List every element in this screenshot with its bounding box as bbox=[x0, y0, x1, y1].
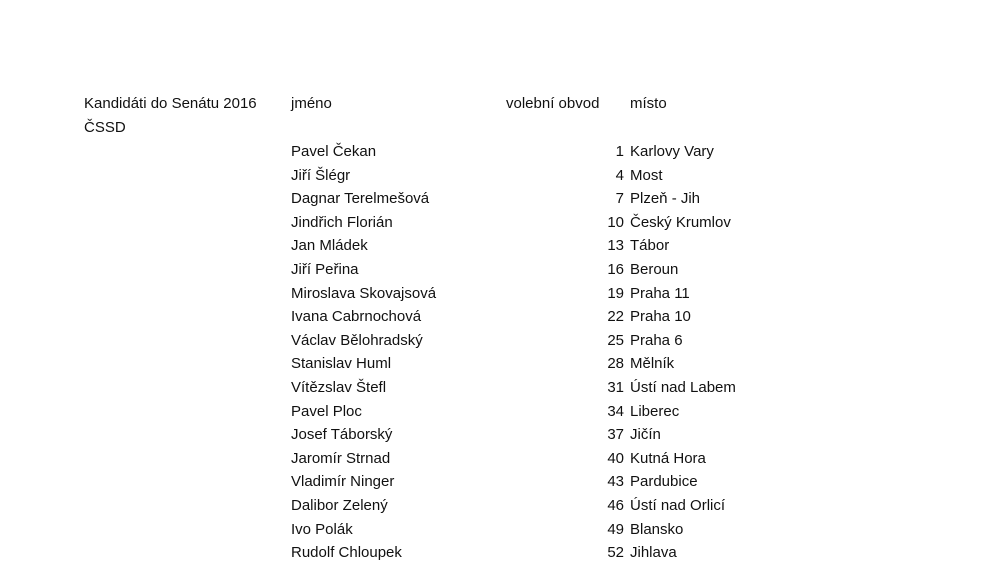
district-number: 19 bbox=[607, 284, 624, 302]
district-place: Praha 10 bbox=[630, 308, 691, 326]
candidate-name: Jan Mládek bbox=[291, 237, 368, 255]
district-number: 13 bbox=[607, 237, 624, 255]
table-row bbox=[0, 331, 991, 351]
district-place: Karlovy Vary bbox=[630, 143, 714, 160]
district-place: Jičín bbox=[630, 426, 661, 444]
table-row bbox=[0, 142, 991, 162]
district-number: 4 bbox=[615, 166, 624, 184]
candidate-name: Ivana Cabrnochová bbox=[291, 308, 422, 326]
column-header-district: volební obvod bbox=[506, 95, 600, 112]
table-row bbox=[0, 213, 991, 233]
district-place: Mělník bbox=[630, 355, 675, 373]
candidate-name: Pavel Ploc bbox=[291, 402, 362, 420]
table-row bbox=[0, 496, 991, 516]
district-number: 49 bbox=[607, 520, 624, 538]
table-row bbox=[0, 354, 991, 374]
district-place: Praha 6 bbox=[630, 331, 683, 349]
candidate-name: Vladimír Ninger bbox=[291, 473, 395, 491]
district-place: Tábor bbox=[630, 237, 670, 255]
candidate-name: Ivo Polák bbox=[291, 520, 353, 538]
district-number: 16 bbox=[607, 261, 624, 278]
table-row bbox=[0, 284, 991, 304]
table-row bbox=[0, 449, 991, 469]
district-place: Praha 11 bbox=[630, 284, 690, 302]
district-place: Plzeň - Jih bbox=[630, 190, 701, 208]
district-number: 40 bbox=[607, 449, 624, 467]
district-number: 37 bbox=[607, 426, 624, 444]
district-place: Jihlava bbox=[630, 544, 677, 562]
district-number: 22 bbox=[607, 308, 624, 326]
table-row bbox=[0, 402, 991, 422]
district-number: 34 bbox=[607, 402, 624, 420]
district-place: Ústí nad Labem bbox=[630, 379, 736, 396]
candidate-name: Jiří Peřina bbox=[291, 261, 359, 278]
district-place: Blansko bbox=[630, 520, 684, 538]
candidate-name: Dagnar Terelmešová bbox=[291, 190, 430, 208]
district-place: Liberec bbox=[630, 402, 680, 420]
table-row bbox=[0, 307, 991, 327]
column-header-place: místo bbox=[630, 95, 667, 112]
district-number: 7 bbox=[615, 190, 624, 208]
candidate-name: Václav Bělohradský bbox=[291, 331, 423, 349]
district-place: Ústí nad Orlicí bbox=[630, 497, 726, 514]
column-header-name: jméno bbox=[291, 95, 332, 112]
candidate-name: Dalibor Zelený bbox=[291, 497, 388, 514]
table-row bbox=[0, 260, 991, 280]
table-row bbox=[0, 166, 991, 186]
candidate-name: Vítězslav Štefl bbox=[291, 379, 387, 396]
candidate-name: Josef Táborský bbox=[291, 426, 393, 444]
table-row bbox=[0, 378, 991, 398]
candidate-name: Miroslava Skovajsová bbox=[291, 284, 437, 302]
district-number: 31 bbox=[607, 379, 624, 396]
district-place: Beroun bbox=[630, 261, 679, 278]
sheet-title: Kandidáti do Senátu 2016 bbox=[84, 95, 257, 112]
table-row bbox=[0, 543, 991, 563]
table-row bbox=[0, 520, 991, 540]
district-number: 28 bbox=[607, 355, 624, 373]
district-number: 52 bbox=[607, 544, 624, 562]
party-label: ČSSD bbox=[84, 119, 126, 136]
district-number: 1 bbox=[615, 143, 624, 160]
district-number: 46 bbox=[607, 497, 624, 514]
candidate-name: Jiří Šlégr bbox=[291, 166, 351, 184]
district-place: Most bbox=[630, 166, 663, 184]
district-number: 10 bbox=[607, 213, 624, 231]
table-row bbox=[0, 189, 991, 209]
table-row bbox=[0, 236, 991, 256]
candidate-name: Pavel Čekan bbox=[291, 143, 377, 160]
candidate-name: Rudolf Chloupek bbox=[291, 544, 402, 562]
district-place: Kutná Hora bbox=[630, 449, 706, 467]
district-number: 43 bbox=[607, 473, 624, 491]
district-place: Český Krumlov bbox=[630, 213, 731, 231]
table-row bbox=[0, 425, 991, 445]
candidate-name: Jindřich Florián bbox=[291, 213, 393, 231]
candidate-name: Jaromír Strnad bbox=[291, 449, 391, 467]
table-row bbox=[0, 472, 991, 492]
district-number: 25 bbox=[607, 331, 624, 349]
district-place: Pardubice bbox=[630, 473, 698, 491]
candidate-name: Stanislav Huml bbox=[291, 355, 392, 373]
